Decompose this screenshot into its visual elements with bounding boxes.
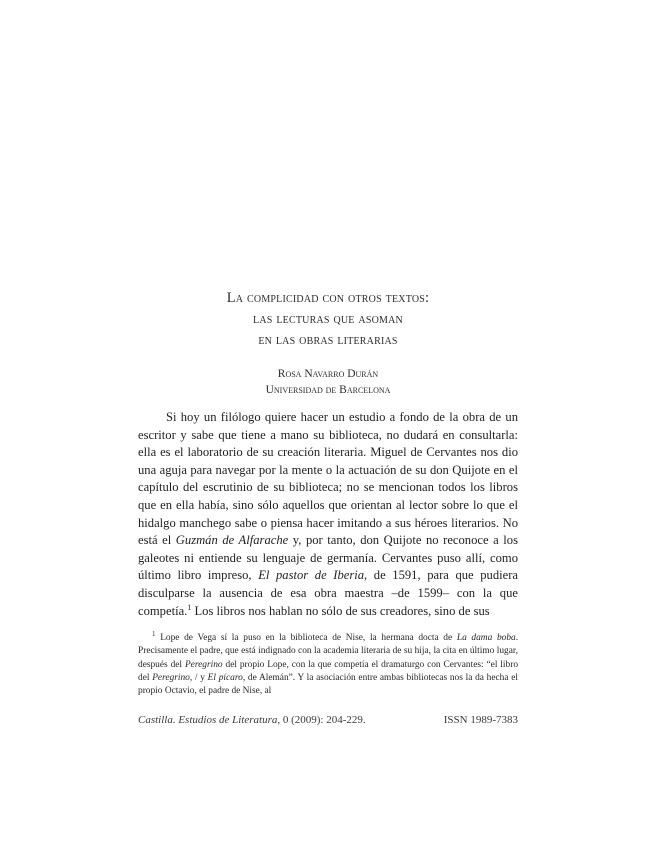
body-text-segment: y, por tanto, don Quijote no reconoce a los galeotes ni entiende su lenguaje de germanía. Cervantes puso allí, como último libro impreso, bbox=[138, 533, 518, 583]
footnote-italic: La dama boba bbox=[456, 633, 516, 643]
title-line-3: en las obras literarias bbox=[258, 332, 398, 348]
body-text-segment: Si hoy un filólogo quiere hacer un estudio a fondo de la obra de un escritor y sabe que tiene a mano su biblioteca, no dudará en consultarla: ella es el laboratorio de su creación literaria. Miguel de Cervantes nos dio una aguja para navegar por la mente o la actuación de su don Quijote en el capítulo del escrutinio de su biblioteca; no se mencionan todos los libros que en ella había, sino sólo aquellos que orientan al lector sobre lo que el hidalgo manchego sabe o piensa hacer imitando a sus héroes literarios. No está el bbox=[138, 410, 518, 548]
footnote-italic: Peregrino bbox=[184, 659, 223, 670]
article-title bbox=[138, 288, 518, 351]
footnote bbox=[138, 629, 519, 698]
body-text-segment: Los libros nos hablan no sólo de sus creadores, sino de sus bbox=[194, 603, 490, 618]
footnote-text-segment: del propio Lope, con la que competía el dramaturgo con Cervantes: “el libro del bbox=[138, 659, 519, 683]
author-name: Rosa Navarro Durán bbox=[277, 368, 379, 380]
title-line-2: las lecturas que asoman bbox=[253, 311, 403, 327]
title-line-1: La complicidad con otros textos: bbox=[226, 290, 430, 306]
body-paragraph bbox=[138, 409, 518, 620]
footnote-text-segment: , de Alemán”. Y la asociación entre ambas bibliotecas nos la da hecha el propio Octavio, el padre de Nise, al bbox=[138, 672, 518, 697]
body-text-segment: , de 1591, para que pudiera disculparse la ausencia de esa obra maestra ‒de 1599‒ con la que competía. bbox=[138, 568, 519, 618]
footnote-italic: El pícaro bbox=[207, 672, 243, 683]
footnote-reference[interactable]: 1 bbox=[187, 602, 192, 612]
journal-citation bbox=[138, 713, 366, 727]
journal-name: Castilla. Estudios de Literatura bbox=[138, 714, 278, 726]
italic-title-pastor: El pastor de Iberia bbox=[258, 568, 365, 583]
journal-volume: , 0 (2009): 204-229. bbox=[277, 714, 366, 726]
footnote-italic: Peregrino bbox=[152, 672, 190, 683]
footnote-number: 1 bbox=[152, 629, 156, 638]
author-block bbox=[138, 366, 518, 398]
author-affiliation: Universidad de Barcelona bbox=[265, 384, 391, 396]
issn-label: ISSN 1989-7383 bbox=[443, 714, 518, 726]
italic-title-guzman: Guzmán de Alfarache bbox=[175, 533, 289, 548]
footnote-text-segment: . Precisamente el padre, que está indignado con la academia literaria de su hija, la cita en último lugar, después del bbox=[138, 633, 519, 670]
footnote-text-segment: Lope de Vega sí la puso en la biblioteca de Nise, la hermana docta de bbox=[160, 633, 453, 643]
footnote-text-segment: , / y bbox=[189, 672, 205, 683]
